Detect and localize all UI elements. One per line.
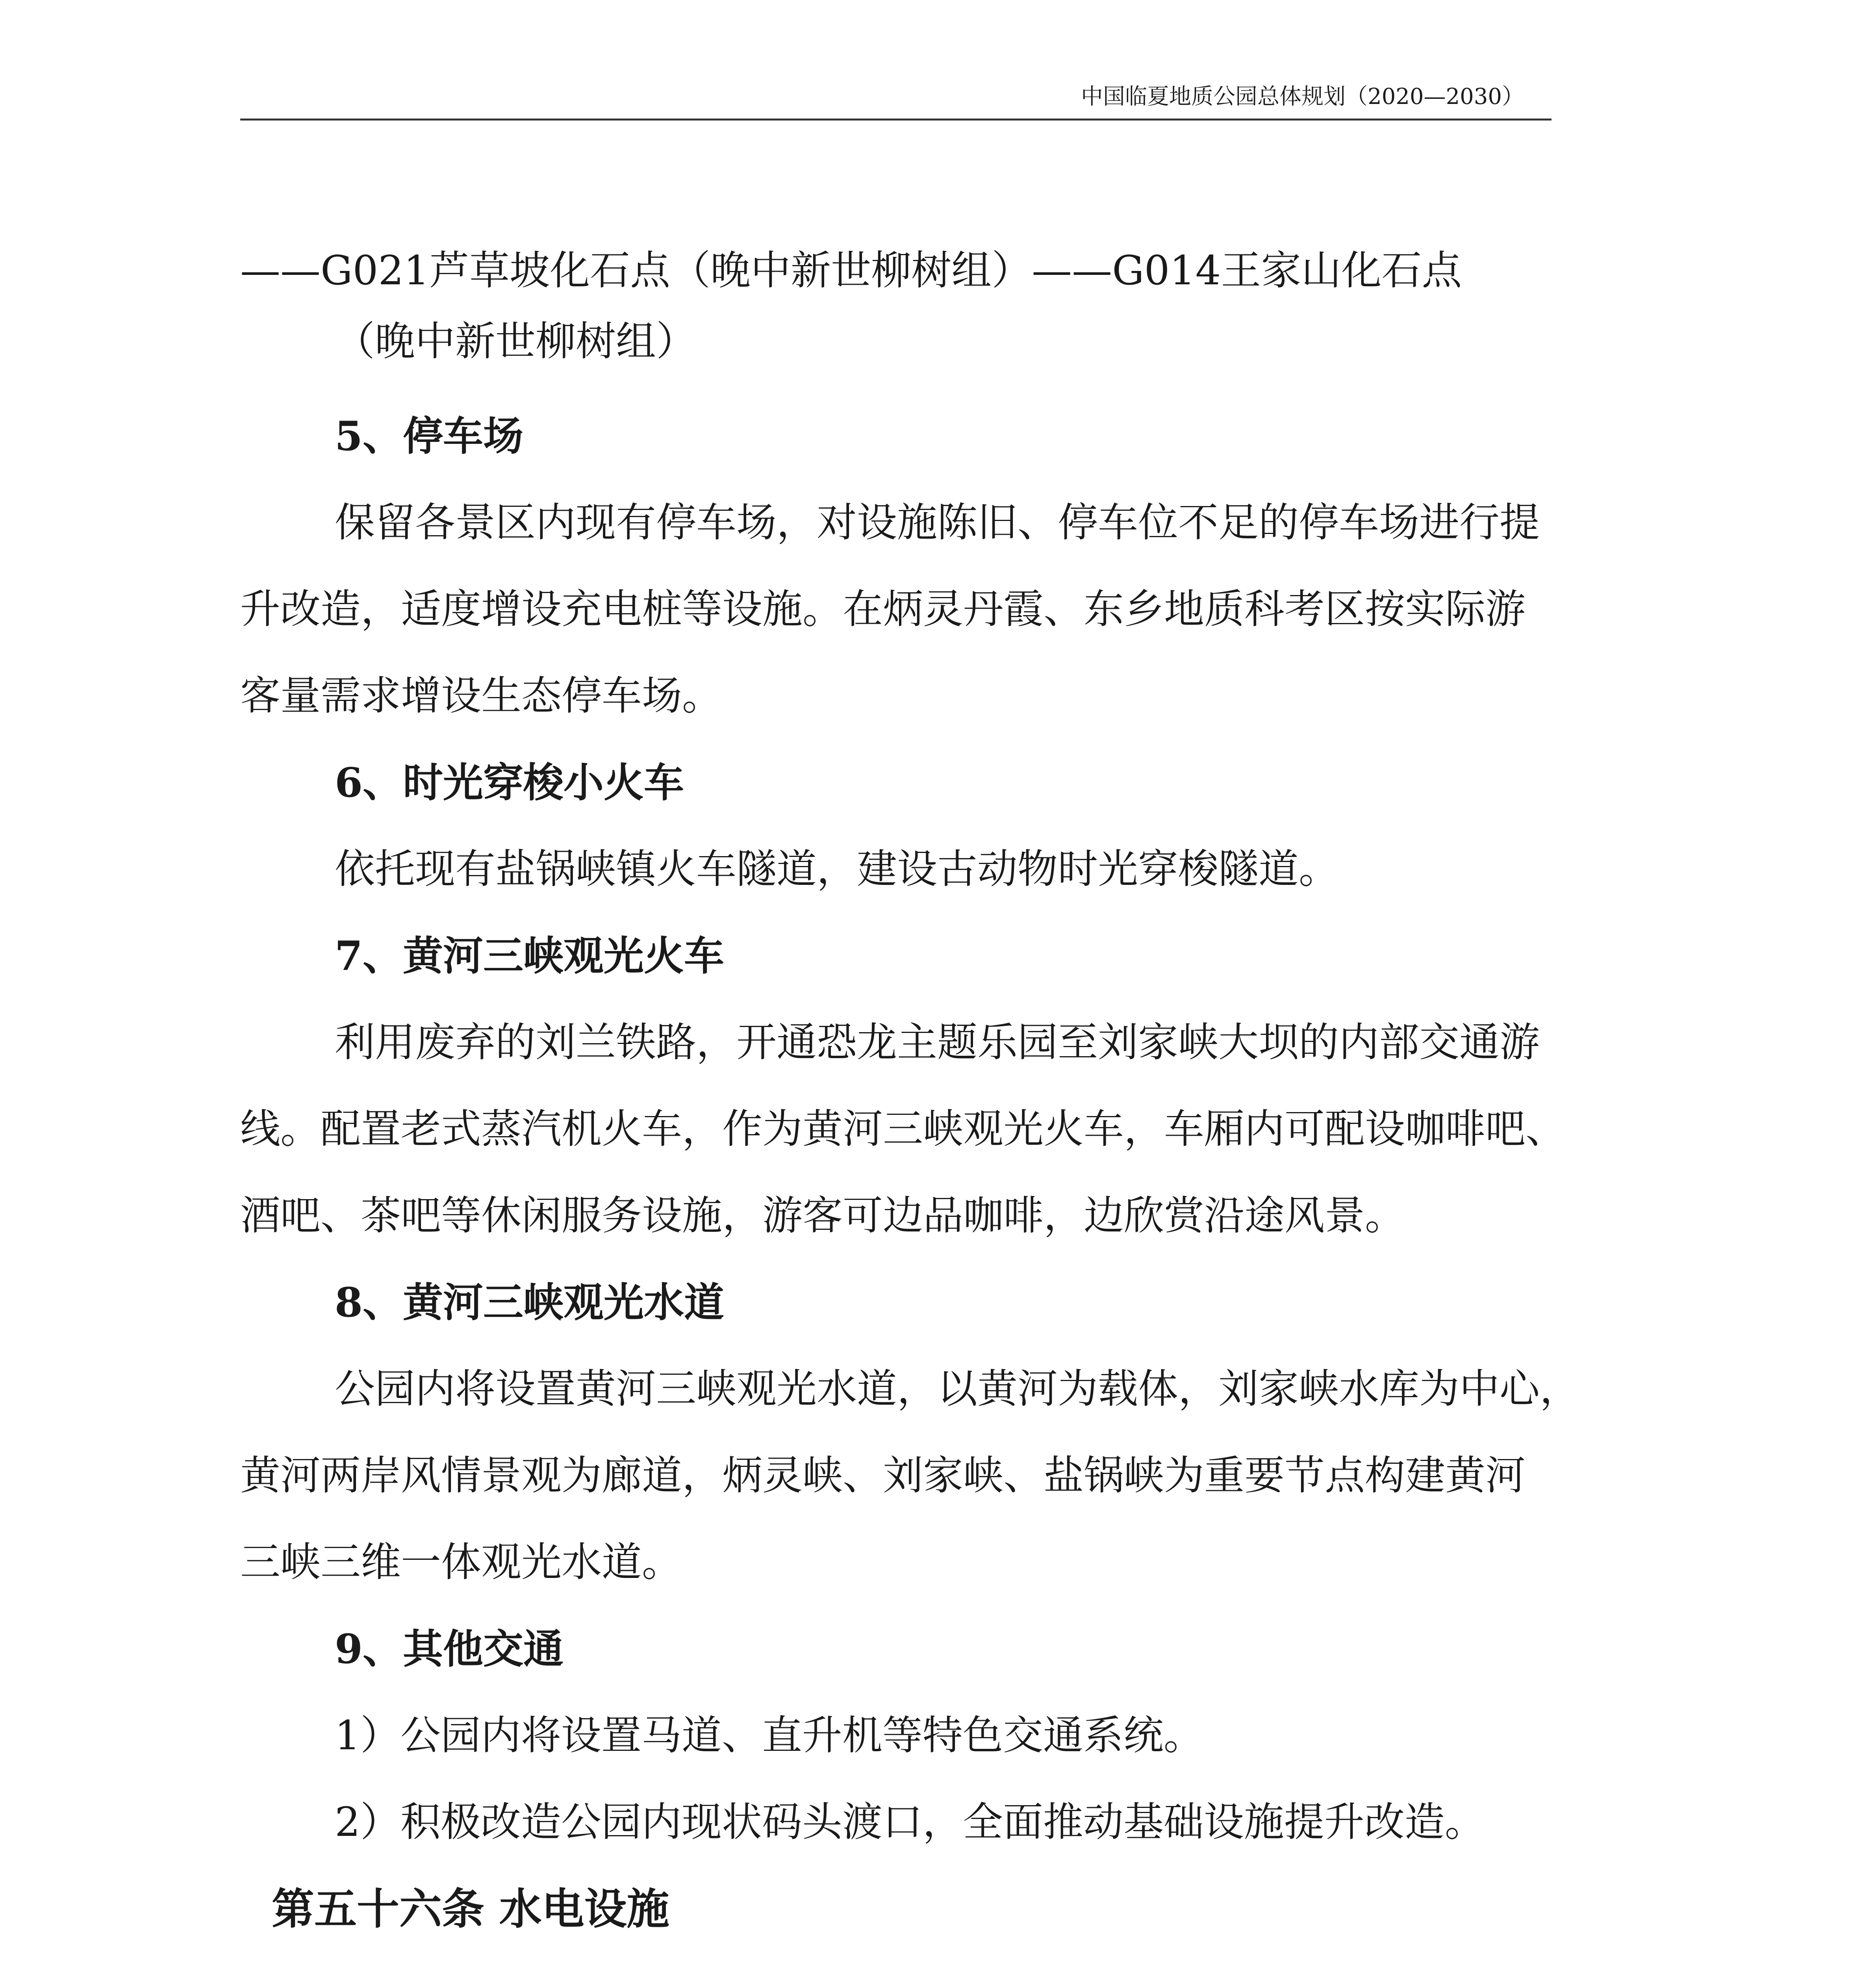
article56-heading: 第五十六条 水电设施 (272, 1884, 669, 1934)
item7-paragraph-line: 线。配置老式蒸汽机火车，作为黄河三峡观光火车，车厢内可配设咖啡吧、 (240, 1106, 1566, 1153)
route-line-2: （晚中新世柳树组） (335, 318, 696, 365)
item7-heading: 7、黄河三峡观光火车 (335, 933, 724, 980)
document-body (240, 235, 1658, 1969)
item5-paragraph-line: 升改造，适度增设充电桩等设施。在炳灵丹霞、东乡地质科考区按实际游 (240, 586, 1526, 633)
item7-paragraph-line: 利用废弃的刘兰铁路，开通恐龙主题乐园至刘家峡大坝的内部交通游 (335, 1019, 1540, 1066)
header-title: 中国临夏地质公园总体规划（2020—2030） (1081, 84, 1524, 109)
item9-list-item: 2）积极改造公园内现状码头渡口，全面推动基础设施提升改造。 (335, 1799, 1485, 1846)
item5-paragraph-line: 客量需求增设生态停车场。 (240, 673, 722, 719)
page-header (240, 73, 1552, 121)
item8-heading: 8、黄河三峡观光水道 (335, 1279, 724, 1326)
item8-paragraph-line: 黄河两岸风情景观为廊道，炳灵峡、刘家峡、盐锅峡为重要节点构建黄河 (240, 1452, 1526, 1499)
item5-heading: 5、停车场 (335, 413, 523, 460)
item6-paragraph-line: 依托现有盐锅峡镇火车隧道，建设古动物时光穿梭隧道。 (335, 846, 1339, 893)
item5-paragraph-line: 保留各景区内现有停车场，对设施陈旧、停车位不足的停车场进行提 (335, 499, 1540, 546)
item8-paragraph-line: 三峡三维一体观光水道。 (240, 1539, 682, 1586)
item7-paragraph-line: 酒吧、茶吧等休闲服务设施，游客可边品咖啡，边欣赏沿途风景。 (240, 1192, 1405, 1239)
route-line-1: ——G021芦草坡化石点（晚中新世柳树组）——G014王家山化石点 (240, 247, 1462, 294)
item8-paragraph-line: 公园内将设置黄河三峡观光水道，以黄河为载体，刘家峡水库为中心， (335, 1366, 1580, 1413)
item9-list-item: 1）公园内将设置马道、直升机等特色交通系统。 (335, 1712, 1204, 1759)
item9-heading: 9、其他交通 (335, 1626, 564, 1673)
section1-heading (240, 1952, 1658, 1969)
item6-heading: 6、时光穿梭小火车 (335, 759, 684, 807)
